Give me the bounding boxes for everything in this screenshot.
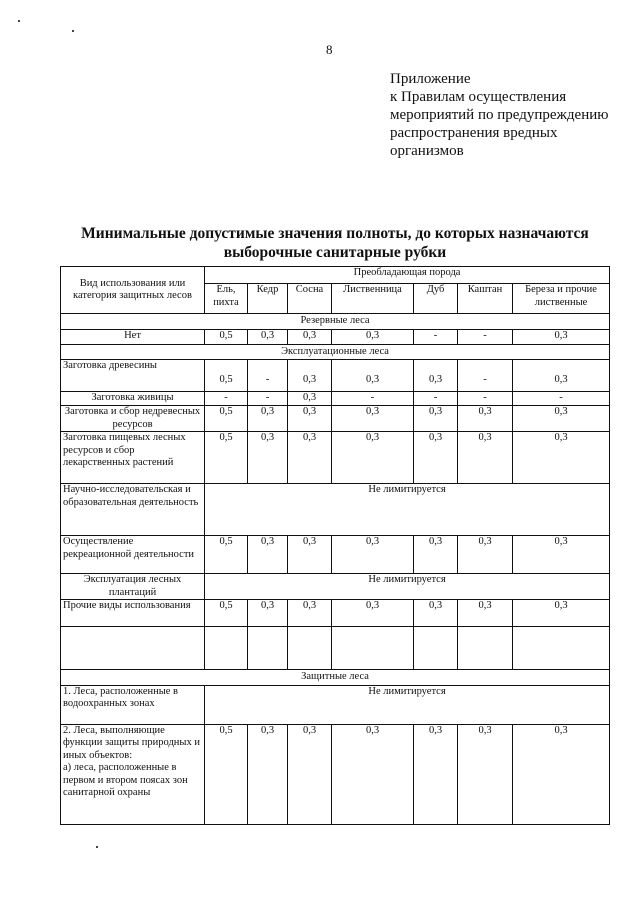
- cell: 0,3: [513, 432, 610, 484]
- cell: 0,3: [458, 536, 513, 574]
- row-label: Заготовка и сбор недревесных ресурсов: [61, 406, 205, 432]
- empty-cell: [205, 627, 248, 670]
- row-label: Нет: [61, 329, 205, 344]
- species-header: Береза и прочие лиственные: [513, 284, 610, 314]
- table-row: [61, 360, 610, 392]
- empty-cell: [248, 627, 288, 670]
- species-header: Ель, пихта: [205, 284, 248, 314]
- cell: 0,3: [288, 360, 332, 392]
- cell: 0,3: [458, 432, 513, 484]
- table-row: [61, 484, 610, 536]
- table-row: [61, 406, 610, 432]
- empty-cell: [332, 627, 414, 670]
- not-limited-cell: Не лимитируется: [205, 685, 610, 724]
- title-line: выборочные санитарные рубки: [223, 244, 447, 261]
- cell: -: [458, 392, 513, 406]
- cell: 0,3: [288, 600, 332, 627]
- cell: 0,3: [248, 329, 288, 344]
- empty-cell: [288, 627, 332, 670]
- cell: 0,3: [332, 406, 414, 432]
- table-row: [61, 685, 610, 724]
- empty-cell: [61, 627, 205, 670]
- cell: 0,3: [513, 406, 610, 432]
- row-label-part: 2. Леса, выполняющие функции защиты природных и иных объектов:: [63, 724, 200, 761]
- title-line: Минимальные допустимые значения полноты, до которых назначаются: [81, 225, 589, 242]
- cell: 0,3: [248, 600, 288, 627]
- cell: 0,3: [332, 329, 414, 344]
- row-label: 1. Леса, расположенные в водоохранных зонах: [61, 685, 205, 724]
- section-row: [61, 670, 610, 686]
- appendix-line: распространения вредных: [390, 125, 558, 141]
- appendix-line: Приложение: [390, 71, 471, 87]
- table-row: [61, 392, 610, 406]
- scan-speck: [18, 20, 20, 22]
- sanitary-cutting-table: [60, 266, 610, 825]
- not-limited-cell: Не лимитируется: [205, 574, 610, 600]
- cell: 0,3: [332, 724, 414, 824]
- cell: 0,5: [205, 329, 248, 344]
- cell: 0,3: [414, 360, 458, 392]
- cell: 0,3: [248, 724, 288, 824]
- cell: 0,3: [513, 724, 610, 824]
- section-row: [61, 344, 610, 360]
- row-label: Заготовка древесины: [61, 360, 205, 392]
- row-label: [61, 724, 205, 824]
- cell: -: [205, 392, 248, 406]
- species-header: Лиственница: [332, 284, 414, 314]
- table-row: [61, 724, 610, 824]
- cell: 0,3: [248, 536, 288, 574]
- appendix-line: мероприятий по предупреждению: [390, 107, 609, 123]
- cell: 0,3: [332, 600, 414, 627]
- scan-speck: [72, 30, 74, 32]
- cell: 0,3: [332, 360, 414, 392]
- section-row: [61, 314, 610, 330]
- row-label: Научно-исследовательская и образовательная деятельность: [61, 484, 205, 536]
- species-group-header: Преобладающая порода: [205, 267, 610, 284]
- cell: 0,3: [513, 329, 610, 344]
- cell: 0,3: [414, 406, 458, 432]
- appendix-line: к Правилам осуществления: [390, 89, 567, 105]
- cell: 0,3: [332, 536, 414, 574]
- species-header: Дуб: [414, 284, 458, 314]
- empty-cell: [458, 627, 513, 670]
- appendix-note: [390, 70, 608, 160]
- cell: -: [458, 360, 513, 392]
- cell: 0,3: [414, 536, 458, 574]
- cell: 0,5: [205, 432, 248, 484]
- row-label-part: а) леса, расположенные в первом и втором поясах зон санитарной охраны: [63, 762, 188, 798]
- cell: 0,5: [205, 406, 248, 432]
- cell: 0,3: [414, 600, 458, 627]
- table-row: [61, 600, 610, 627]
- empty-row: [61, 627, 610, 670]
- row-label: Заготовка живицы: [61, 392, 205, 406]
- cell: 0,5: [205, 724, 248, 824]
- row-label: Заготовка пищевых лесных ресурсов и сбор лекарственных растений: [61, 432, 205, 484]
- scan-speck: [96, 846, 98, 848]
- cell: -: [248, 392, 288, 406]
- cell: 0,3: [288, 724, 332, 824]
- cell: 0,3: [414, 724, 458, 824]
- cell: 0,3: [458, 406, 513, 432]
- cell: 0,3: [288, 329, 332, 344]
- species-header: Сосна: [288, 284, 332, 314]
- species-header: Кедр: [248, 284, 288, 314]
- cell: 0,5: [205, 600, 248, 627]
- species-header: Каштан: [458, 284, 513, 314]
- empty-cell: [513, 627, 610, 670]
- page-number: 8: [326, 42, 333, 57]
- cell: 0,3: [248, 406, 288, 432]
- cell: -: [458, 329, 513, 344]
- section-reserve: Резервные леса: [61, 314, 610, 330]
- cell: 0,3: [414, 432, 458, 484]
- row-label: Эксплуатация лесных плантаций: [61, 574, 205, 600]
- section-exploit: Эксплуатационные леса: [61, 344, 610, 360]
- cell: 0,3: [288, 536, 332, 574]
- cell: 0,3: [288, 406, 332, 432]
- cell: -: [332, 392, 414, 406]
- cell: 0,3: [513, 600, 610, 627]
- row-label: Прочие виды использования: [61, 600, 205, 627]
- cell: 0,3: [458, 600, 513, 627]
- section-protect: Защитные леса: [61, 670, 610, 686]
- empty-cell: [414, 627, 458, 670]
- cell: 0,3: [288, 432, 332, 484]
- document-title: [60, 224, 610, 262]
- cell: -: [513, 392, 610, 406]
- col1-header: Вид использования или категория защитных лесов: [61, 267, 205, 314]
- cell: 0,3: [513, 360, 610, 392]
- cell: -: [248, 360, 288, 392]
- cell: -: [414, 392, 458, 406]
- cell: 0,3: [513, 536, 610, 574]
- cell: 0,3: [458, 724, 513, 824]
- cell: 0,3: [332, 432, 414, 484]
- cell: 0,3: [248, 432, 288, 484]
- cell: 0,5: [205, 360, 248, 392]
- table-row: [61, 536, 610, 574]
- row-label: Осуществление рекреационной деятельности: [61, 536, 205, 574]
- not-limited-cell: Не лимитируется: [205, 484, 610, 536]
- cell: -: [414, 329, 458, 344]
- header-row: [61, 267, 610, 284]
- appendix-line: организмов: [390, 143, 464, 159]
- cell: 0,3: [288, 392, 332, 406]
- table-row: [61, 432, 610, 484]
- cell: 0,5: [205, 536, 248, 574]
- table-row: [61, 329, 610, 344]
- table-row: [61, 574, 610, 600]
